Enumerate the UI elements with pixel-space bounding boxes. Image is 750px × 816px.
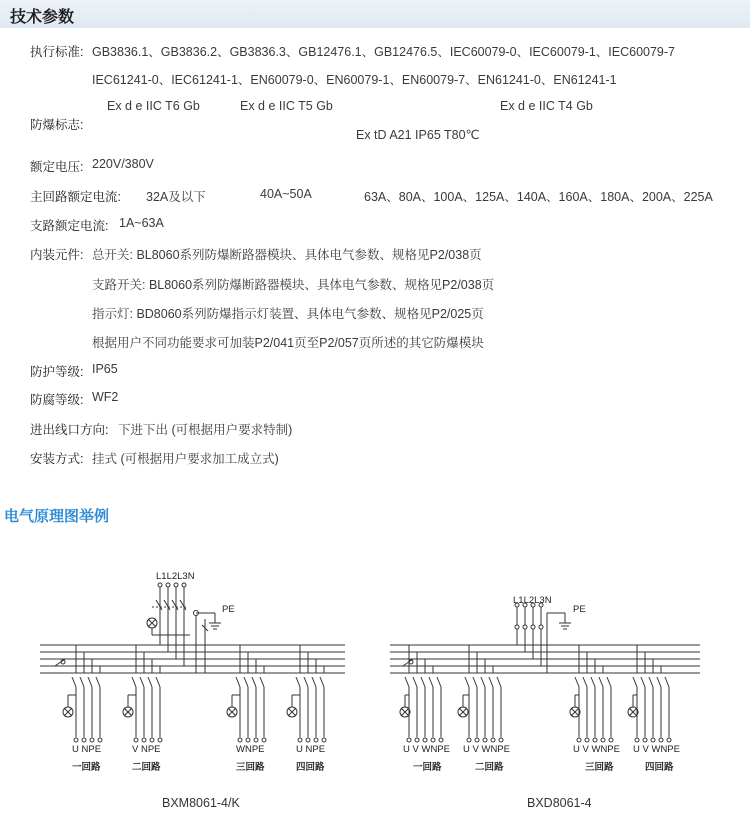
branch-circuit: [123, 645, 162, 742]
switch-contact: [657, 677, 661, 687]
switch-contact: [489, 677, 493, 687]
left-c4-name: 四回路: [296, 762, 325, 773]
terminal: [238, 738, 242, 742]
terminal: [74, 738, 78, 742]
switch-contact: [312, 677, 316, 687]
protection-label: 防护等级:: [30, 365, 84, 379]
left-diagram-caption: BXM8061-4/K: [162, 796, 240, 810]
switch-contact: [429, 677, 433, 687]
left-c1-name: 一回路: [72, 762, 101, 773]
terminal: [262, 738, 266, 742]
rated-voltage-label: 额定电压:: [30, 160, 84, 174]
terminal: [142, 738, 146, 742]
switch-contact: [72, 677, 76, 687]
right-c4-name: 四回路: [645, 762, 674, 773]
left-top-label: L1L2L3N: [156, 571, 195, 582]
terminal: [431, 738, 435, 742]
left-c1-terminals: U NPE: [72, 744, 102, 755]
terminal: [585, 738, 589, 742]
main-current-v2: 40A~50A: [260, 187, 312, 201]
switch-contact: [473, 677, 477, 687]
switch-contact: [132, 677, 136, 687]
standard-line2: IEC61241-0、IEC61241-1、EN60079-0、EN60079-1、EN60079-7、EN61241-0、EN61241-1: [92, 73, 617, 87]
switch-contact: [156, 677, 160, 687]
switch-contact: [260, 677, 264, 687]
branch-current-value: 1A~63A: [119, 216, 164, 230]
terminal: [246, 738, 250, 742]
right-top-label: L1L2L3N: [513, 595, 552, 606]
terminal: [314, 738, 318, 742]
explosion-label: 防爆标志:: [30, 118, 84, 132]
explosion-mark-1: Ex d e IIC T6 Gb: [107, 99, 200, 113]
rated-voltage-value: 220V/380V: [92, 157, 154, 171]
terminal: [651, 738, 655, 742]
switch-contact: [252, 677, 256, 687]
protection-value: IP65: [92, 362, 118, 376]
terminal: [423, 738, 427, 742]
switch-contact: [497, 677, 501, 687]
switch-contact: [481, 677, 485, 687]
right-pe-label: PE: [573, 604, 586, 615]
branch-circuit: [628, 645, 671, 742]
components-line1: 总开关: BL8060系列防爆断路器模块、具体电气参数、规格见P2/038页: [92, 248, 482, 262]
switch-contact: [413, 677, 417, 687]
terminal: [98, 738, 102, 742]
corrosion-value: WF2: [92, 390, 119, 404]
tech-section-header: [0, 0, 750, 28]
right-c1-terminals: U V WNPE: [403, 744, 450, 755]
right-c3-terminals: U V WNPE: [573, 744, 620, 755]
branch-circuit: [227, 645, 266, 742]
switch-contact: [607, 677, 611, 687]
right-c3-name: 三回路: [585, 762, 614, 773]
right-c1-name: 一回路: [413, 762, 442, 773]
terminal: [150, 738, 154, 742]
switch-contact: [88, 677, 92, 687]
switch-contact: [236, 677, 240, 687]
switch-contact: [583, 677, 587, 687]
switch-contact: [148, 677, 152, 687]
switch-contact: [633, 677, 637, 687]
explosion-mark-3: Ex d e IIC T4 Gb: [500, 99, 593, 113]
terminal: [593, 738, 597, 742]
branch-circuit: [63, 645, 102, 742]
switch-contact: [405, 677, 409, 687]
install-value: 挂式 (可根据用户要求加工成立式): [92, 452, 279, 466]
switch-contact: [641, 677, 645, 687]
right-c4-terminals: U V WNPE: [633, 744, 680, 755]
right-c2-name: 二回路: [475, 762, 504, 773]
terminal: [659, 738, 663, 742]
branch-circuit: [458, 645, 503, 742]
terminal: [467, 738, 471, 742]
switch-contact: [465, 677, 469, 687]
switch-contact: [96, 677, 100, 687]
terminal: [306, 738, 310, 742]
install-label: 安装方式:: [30, 452, 84, 466]
section-title: 技术参数: [10, 9, 75, 26]
terminal: [298, 738, 302, 742]
switch-contact: [304, 677, 308, 687]
components-label: 内装元件:: [30, 248, 84, 262]
switch-contact: [437, 677, 441, 687]
switch-contact: [599, 677, 603, 687]
terminal: [483, 738, 487, 742]
left-pe-label: PE: [222, 604, 235, 615]
left-c3-terminals: WNPE: [236, 744, 265, 755]
left-c2-terminals: V NPE: [132, 744, 161, 755]
terminal: [439, 738, 443, 742]
branch-circuit: [287, 645, 326, 742]
terminal: [499, 738, 503, 742]
main-current-v1: 32A及以下: [146, 190, 206, 204]
explosion-mark-4: Ex tD A21 IP65 T80℃: [356, 128, 480, 142]
standard-line1: GB3836.1、GB3836.2、GB3836.3、GB12476.1、GB12476.5、IEC60079-0、IEC60079-1、IEC60079-7: [92, 45, 676, 59]
switch-contact: [244, 677, 248, 687]
right-c2-terminals: U V WNPE: [463, 744, 510, 755]
switch-contact: [140, 677, 144, 687]
explosion-mark-2: Ex d e IIC T5 Gb: [240, 99, 333, 113]
components-line3: 指示灯: BD8060系列防爆指示灯装置、具体电气参数、规格见P2/025页: [92, 307, 484, 321]
switch-contact: [421, 677, 425, 687]
terminal: [635, 738, 639, 742]
right-diagram-caption: BXD8061-4: [527, 796, 592, 810]
terminal: [90, 738, 94, 742]
terminal: [158, 738, 162, 742]
terminal: [254, 738, 258, 742]
branch-current-label: 支路额定电流:: [30, 219, 109, 233]
main-current-v3: 63A、80A、100A、125A、140A、160A、180A、200A、225A: [364, 190, 713, 204]
components-line2: 支路开关: BL8060系列防爆断路器模块、具体电气参数、规格见P2/038页: [92, 278, 495, 292]
left-c2-name: 二回路: [132, 762, 161, 773]
switch-contact: [80, 677, 84, 687]
main-current-label: 主回路额定电流:: [30, 190, 121, 204]
electrical-section-title: 电气原理图举例: [4, 508, 110, 525]
terminal: [601, 738, 605, 742]
wiring-diagram-left: [0, 565, 375, 780]
switch-contact: [320, 677, 324, 687]
terminal: [134, 738, 138, 742]
terminal: [82, 738, 86, 742]
standard-label: 执行标准:: [30, 45, 84, 59]
terminal: [609, 738, 613, 742]
inlet-value: 下进下出 (可根据用户要求特制): [118, 423, 293, 437]
switch-contact: [665, 677, 669, 687]
terminal: [322, 738, 326, 742]
terminal: [407, 738, 411, 742]
switch-contact: [296, 677, 300, 687]
wiring-diagram-right: [375, 565, 750, 780]
left-c4-terminals: U NPE: [296, 744, 326, 755]
terminal: [491, 738, 495, 742]
terminal: [475, 738, 479, 742]
components-line4: 根据用户不同功能要求可加装P2/041页至P2/057页所述的其它防爆模块: [92, 336, 484, 350]
left-c3-name: 三回路: [236, 762, 265, 773]
terminal: [667, 738, 671, 742]
branch-circuit: [400, 645, 443, 742]
branch-circuit: [570, 645, 613, 742]
inlet-label: 进出线口方向:: [30, 423, 109, 437]
switch-contact: [649, 677, 653, 687]
corrosion-label: 防腐等级:: [30, 393, 84, 407]
switch-contact: [575, 677, 579, 687]
terminal: [415, 738, 419, 742]
terminal: [643, 738, 647, 742]
terminal: [577, 738, 581, 742]
switch-contact: [591, 677, 595, 687]
